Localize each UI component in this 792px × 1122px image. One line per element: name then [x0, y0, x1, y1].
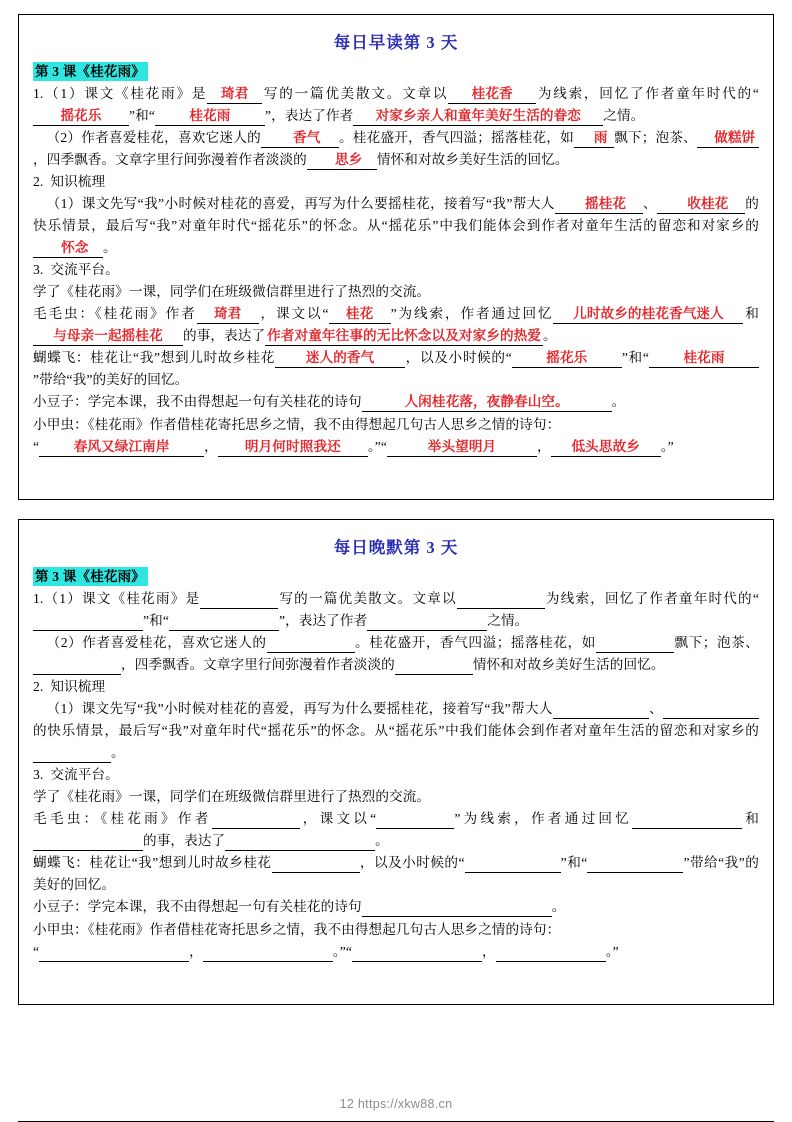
- q1-text-a: （1）课文《桂花雨》是: [43, 86, 208, 102]
- page-footer: 12 https://xkw88.cn: [339, 1097, 453, 1111]
- blank-chat1-express[interactable]: [225, 833, 375, 851]
- blank-chat1-clue[interactable]: [376, 811, 454, 829]
- blank-rain[interactable]: 雨: [574, 130, 614, 148]
- poem-close-2: 。”: [660, 438, 674, 454]
- blank-chat1-author[interactable]: [212, 811, 300, 829]
- chat-text-c: ”和“: [621, 350, 649, 366]
- q3-heading: 交流平台。: [50, 767, 119, 783]
- chat-text-e: 的事，表达了: [183, 328, 266, 344]
- blank-author[interactable]: [200, 591, 278, 609]
- blank-chat2-rain[interactable]: [587, 855, 683, 873]
- blank-chat1-memory2[interactable]: 与母亲一起摇桂花: [33, 328, 183, 346]
- blank-shake[interactable]: [553, 701, 649, 719]
- blank-collect[interactable]: [663, 701, 759, 719]
- chat-hudiefei-morning: [33, 347, 759, 391]
- blank-clue[interactable]: 桂花香: [448, 86, 536, 104]
- blank-poem-4[interactable]: [496, 944, 606, 962]
- chat-text-c: ”为线索，作者通过回忆: [390, 306, 554, 322]
- chat-speaker: 蝴蝶飞：: [33, 350, 91, 366]
- chat-text-a: 桂花让“我”想到儿时故乡桂花: [89, 855, 272, 871]
- q2-text-b: 、: [648, 701, 663, 717]
- q3-heading: 交流平台。: [50, 262, 119, 278]
- blank-chat1-clue[interactable]: 桂花: [329, 306, 391, 324]
- questions-evening: [33, 588, 759, 962]
- q1p2-text-c: 飘下；泡茶、: [673, 635, 759, 651]
- chat-speaker: 小豆子：: [33, 899, 88, 915]
- chat-text-b: 。: [611, 394, 626, 410]
- chat-text-a: 《桂花雨》作者借桂花寄托思乡之情，我不由得想起几句古人思乡之情的诗句：: [87, 416, 561, 432]
- blank-chat1-memory1[interactable]: [632, 811, 742, 829]
- blank-chat1-author[interactable]: 琦君: [197, 306, 259, 324]
- blank-poem-3[interactable]: [352, 944, 482, 962]
- q2-text-c: 的快乐情景，最后写“我”对童年时代“摇花乐”的怀念。从“摇花乐”中我们能体会到作者对童年生活的留恋和对家乡的: [33, 723, 759, 739]
- poem-sep-1: ，: [204, 438, 218, 454]
- blank-quote-1[interactable]: [33, 613, 143, 631]
- blank-poem-1[interactable]: [39, 944, 189, 962]
- q1-text-a: （1）课文《桂花雨》是: [43, 591, 201, 607]
- chat-xiaojiachong-evening: [33, 919, 759, 941]
- q1-quote-open: “: [752, 591, 759, 607]
- q1p2-text-a: （2）作者喜爱桂花，喜欢它迷人的: [46, 635, 267, 651]
- poem-sep-2: ，: [482, 943, 496, 959]
- q1-text-g: 之情。: [487, 613, 529, 629]
- blank-rain[interactable]: [596, 635, 674, 653]
- chat-xiaodouzi-evening: [33, 896, 759, 918]
- chat-text-a: 学完本课，我不由得想起一句有关桂花的诗句: [87, 899, 362, 915]
- blank-chat2-joy[interactable]: 摇花乐: [512, 350, 622, 368]
- q1-number: 1.: [33, 591, 44, 607]
- chat-text-d: ”带给“我”的美好的回忆。: [33, 372, 189, 388]
- q3-number: 3.: [33, 262, 44, 278]
- chat-hudiefei-evening: [33, 852, 759, 896]
- q1p2-text-e: 情怀和对故乡美好生活的回忆。: [376, 152, 569, 168]
- q1-text-c: 为线索，回忆了作者童年时代的: [544, 591, 753, 607]
- chat-xiaojiachong-morning: [33, 414, 759, 436]
- chat-text-e: 的事，表达了: [143, 833, 226, 849]
- chat-speaker: 毛毛虫：: [33, 306, 95, 322]
- page-footer-wrap: [18, 1097, 774, 1122]
- poem-quote-open-2: “: [380, 438, 388, 454]
- q1-text-e: ”和“: [143, 613, 169, 629]
- question-1-evening: [33, 588, 759, 632]
- q2-text-d: 。: [103, 240, 117, 256]
- blank-clue[interactable]: [457, 591, 545, 609]
- blank-fragrance[interactable]: 香气: [261, 130, 339, 148]
- blank-poem-4[interactable]: 低头思故乡: [551, 439, 661, 457]
- blank-chat1-memory2[interactable]: [33, 833, 143, 851]
- blank-chat2-fragrance[interactable]: 迷人的香气: [275, 350, 405, 368]
- q1p2-text-a: （2）作者喜爱桂花，喜欢它迷人的: [46, 130, 261, 146]
- chat-text-d: ”带给“我”的美好的回忆。: [33, 855, 759, 893]
- chat-text-a: 《桂花雨》作者借桂花寄托思乡之情，我不由得想起几句古人思乡之情的诗句：: [87, 921, 561, 937]
- blank-poem-2[interactable]: [203, 944, 333, 962]
- q2-text-a: （1）课文先写“我”小时候对桂花的喜爱，再写为什么要摇桂花，接着写“我”帮大人: [46, 196, 555, 212]
- lesson-tag-wrap-evening: [33, 567, 759, 588]
- chat-text-c: ”为线索，作者通过回忆: [454, 811, 633, 827]
- poem-sep-2: ，: [537, 438, 551, 454]
- poem-quote-open: “: [33, 438, 40, 454]
- q2-number: 2.: [33, 174, 44, 190]
- poem-sep-1: ，: [189, 943, 203, 959]
- chat-text-b: ，以及小时候的“: [359, 855, 465, 871]
- blank-quote-2[interactable]: 桂花雨: [155, 108, 265, 126]
- chat-maomaochong-evening: [33, 808, 759, 852]
- q1-quote-open: “: [752, 86, 760, 102]
- chat-xiaojiachong-poems-morning: [33, 436, 759, 458]
- chat-text-b: ，以及小时候的“: [405, 350, 512, 366]
- blank-collect[interactable]: 收桂花: [657, 196, 745, 214]
- lesson-tag-evening: 第 3 课《桂花雨》: [33, 567, 148, 586]
- q2-text-d: 。: [111, 745, 125, 761]
- chat-speaker: 小甲虫：: [33, 416, 88, 432]
- question-3-heading-morning: [33, 259, 759, 281]
- q1p2-text-e: 情怀和对故乡美好生活的回忆。: [472, 657, 665, 673]
- chat-text-a: 学完本课，我不由得想起一句有关桂花的诗句: [87, 394, 362, 410]
- question-2-body-morning: [33, 193, 759, 259]
- chat-text-a: 桂花让“我”想到儿时故乡桂花: [90, 350, 276, 366]
- blank-homesick[interactable]: 思乡: [307, 152, 377, 170]
- q2-text-c: 的快乐情景，最后写“我”对童年时代“摇花乐”的怀念。从“摇花乐”中我们能体会到作者对童年生活的留恋和对家乡的: [33, 196, 759, 234]
- blank-chat3-poem[interactable]: 人闲桂花落，夜静春山空。: [362, 394, 612, 412]
- blank-chat2-rain[interactable]: 桂花雨: [649, 350, 759, 368]
- q2-text-a: （1）课文先写“我”小时候对桂花的喜爱，再写为什么要摇桂花，接着写“我”帮大人: [46, 701, 553, 717]
- blank-feeling[interactable]: [367, 613, 487, 631]
- worksheet-card-morning: [18, 14, 774, 500]
- worksheet-card-evening: [18, 519, 774, 1005]
- q1p2-text-b: 。桂花盛开，香气四溢；摇落桂花，如: [354, 635, 596, 651]
- blank-chat1-memory1[interactable]: 儿时故乡的桂花香气迷人: [553, 306, 743, 324]
- chat-text-d: 和: [743, 306, 759, 322]
- lesson-tag-morning: 第 3 课《桂花雨》: [33, 62, 148, 81]
- page-title-evening: 每日晚默第 3 天: [333, 538, 459, 557]
- blank-poem-3[interactable]: 举头望明月: [387, 439, 537, 457]
- blank-shake[interactable]: 摇桂花: [555, 196, 643, 214]
- question-2-body-evening: [33, 698, 759, 764]
- q1-number: 1.: [33, 86, 44, 102]
- lesson-tag-wrap-morning: [33, 62, 759, 83]
- q2-heading: 知识梳理: [50, 174, 106, 190]
- chat-text-b: 。: [551, 899, 566, 915]
- chat-text-d: 和: [742, 811, 759, 827]
- chat-speaker: 毛毛虫：: [33, 811, 101, 827]
- questions-morning: [33, 83, 759, 457]
- question-3-intro-evening: 学了《桂花雨》一课，同学们在班级微信群里进行了热烈的交流。: [33, 789, 431, 805]
- question-3-heading-evening: [33, 764, 759, 786]
- q2-heading: 知识梳理: [50, 679, 106, 695]
- chat-text-f: 。: [375, 833, 389, 849]
- q1-text-f: ”，表达了作者: [278, 613, 368, 629]
- poem-quote-open-2: “: [345, 943, 353, 959]
- q1p2-text-c: 飘下；泡茶、: [613, 130, 697, 146]
- blank-quote-2[interactable]: [169, 613, 279, 631]
- blank-chat2-fragrance[interactable]: [272, 855, 360, 873]
- chat-xiaodouzi-morning: [33, 391, 759, 413]
- blank-poem-2[interactable]: 明月何时照我还: [218, 439, 368, 457]
- chat-text-f: 。: [543, 328, 557, 344]
- blank-author[interactable]: 琦君: [207, 86, 262, 104]
- q1p2-text-d: ，四季飘香。文章字里行间弥漫着作者淡淡的: [121, 657, 395, 673]
- blank-fragrance[interactable]: [267, 635, 355, 653]
- blank-cake[interactable]: 做糕饼: [697, 130, 759, 148]
- q1-text-e: ”和“: [129, 108, 155, 124]
- q1p2-text-d: ，四季飘香。文章字里行间弥漫着作者淡淡的: [33, 152, 307, 168]
- chat-speaker: 小豆子：: [33, 394, 88, 410]
- q1-text-b: 写的一篇优美散文。文章以: [262, 86, 449, 102]
- q1-text-g: 之情。: [603, 108, 645, 124]
- question-1-morning: [33, 83, 759, 127]
- q1-text-c: 为线索，回忆了作者童年时代的: [536, 86, 753, 102]
- chat-text-b: ，课文以“: [299, 811, 377, 827]
- blank-homesick[interactable]: [395, 657, 473, 675]
- chat-xiaojiachong-poems-evening: [33, 941, 759, 963]
- chat-speaker: 蝴蝶飞：: [33, 855, 90, 871]
- chat-text-a: 《桂花雨》作者: [94, 306, 197, 322]
- blank-chat1-express[interactable]: 作者对童年往事的无比怀念以及对家乡的热爱: [265, 328, 543, 346]
- q1-text-f: ”，表达了作者: [264, 108, 354, 124]
- chat-text-c: ”和“: [560, 855, 588, 871]
- chat-speaker: 小甲虫：: [33, 921, 88, 937]
- q1p2-text-b: 。桂花盛开，香气四溢；摇落桂花，如: [338, 130, 574, 146]
- q2-number: 2.: [33, 679, 44, 695]
- blank-quote-1[interactable]: 摇花乐: [33, 108, 129, 126]
- poem-close-2: 。”: [605, 943, 619, 959]
- blank-miss[interactable]: 怀念: [33, 240, 103, 258]
- chat-text-b: ，课文以“: [258, 306, 329, 322]
- blank-miss[interactable]: [33, 745, 111, 763]
- chat-maomaochong-morning: [33, 303, 759, 347]
- question-2-heading-morning: [33, 171, 759, 193]
- poem-close-1: 。”: [367, 438, 381, 454]
- question-2-heading-evening: [33, 676, 759, 698]
- blank-chat2-joy[interactable]: [465, 855, 561, 873]
- question-1-part2-evening: [33, 632, 759, 676]
- blank-feeling[interactable]: 对家乡亲人和童年美好生活的眷恋: [353, 108, 603, 126]
- chat-text-a: 《桂花雨》作者: [100, 811, 212, 827]
- q3-number: 3.: [33, 767, 44, 783]
- poem-quote-open: “: [33, 943, 40, 959]
- q2-text-b: 、: [642, 196, 658, 212]
- page-title-morning: 每日早读第 3 天: [333, 33, 459, 52]
- q1-text-b: 写的一篇优美散文。文章以: [278, 591, 457, 607]
- poem-close-1: 。”: [332, 943, 346, 959]
- blank-chat3-poem[interactable]: [362, 899, 552, 917]
- question-3-intro-morning: 学了《桂花雨》一课，同学们在班级微信群里进行了热烈的交流。: [33, 284, 431, 300]
- blank-cake[interactable]: [33, 657, 121, 675]
- blank-poem-1[interactable]: 春风又绿江南岸: [39, 439, 204, 457]
- question-1-part2-morning: [33, 127, 759, 171]
